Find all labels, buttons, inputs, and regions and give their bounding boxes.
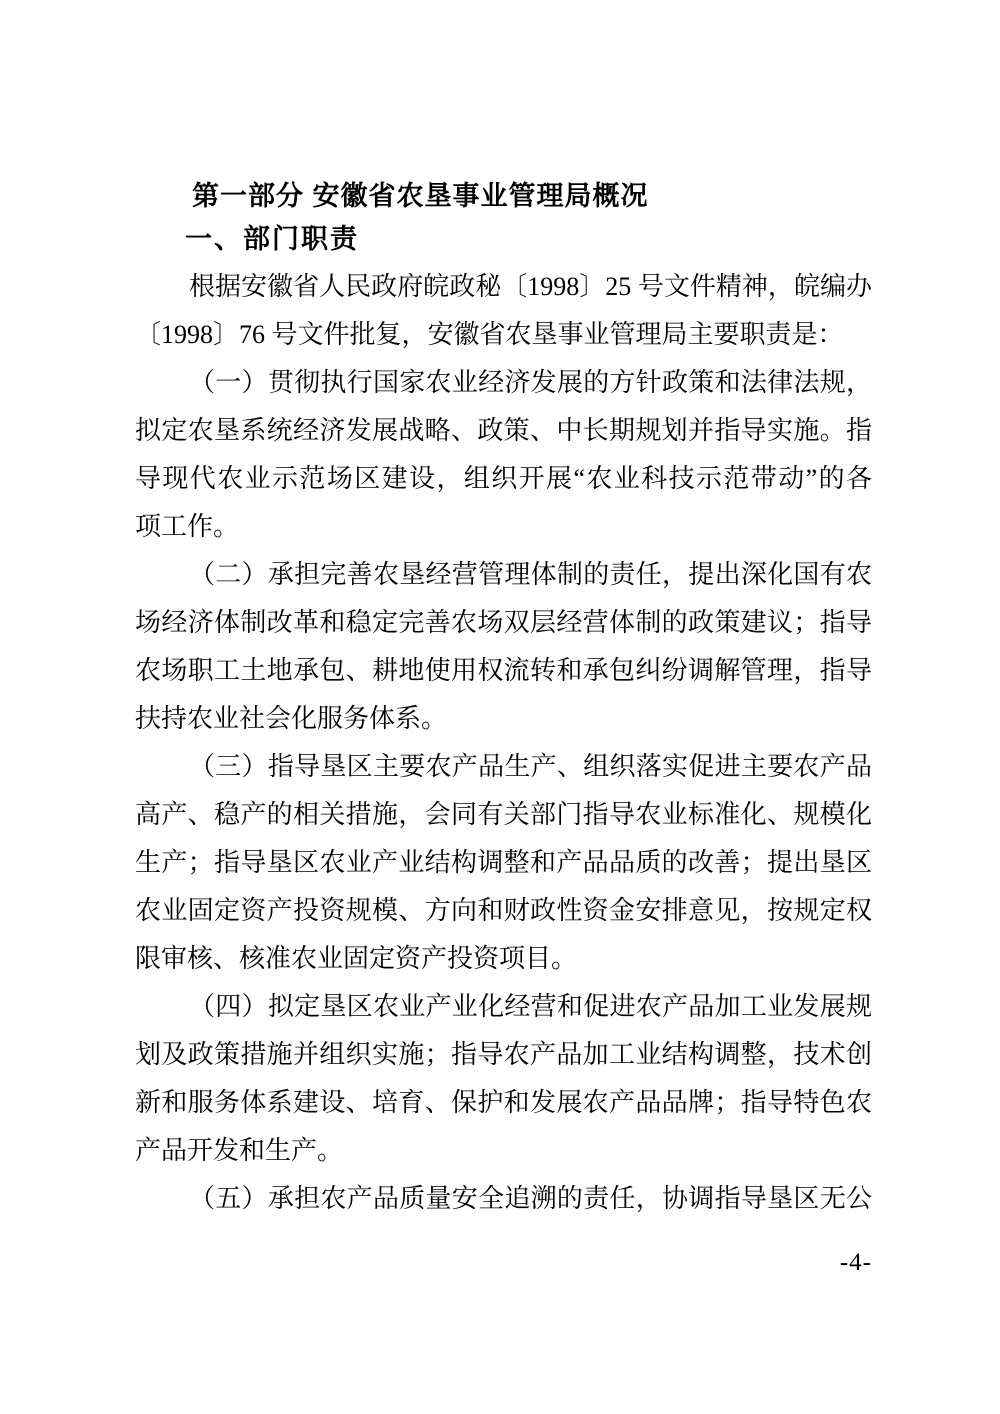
text-line: （四）拟定垦区农业产业化经营和促进农产品加工业发展规	[189, 992, 872, 1021]
text-line: 高产、稳产的相关措施，会同有关部门指导农业标准化、规模化	[135, 800, 872, 829]
document-body	[135, 263, 872, 1223]
section-heading: 一、部门职责	[185, 224, 359, 254]
page-number: -4-	[839, 1249, 872, 1276]
text-line: 〔1998〕76 号文件批复，安徽省农垦事业管理局主要职责是：	[135, 320, 844, 349]
text-line: 限审核、核准农业固定资产投资项目。	[135, 944, 578, 973]
text-line: 新和服务体系建设、培育、保护和发展农产品品牌；指导特色农	[135, 1088, 872, 1117]
part-heading: 第一部分 安徽省农垦事业管理局概况	[192, 181, 649, 211]
text-line: （二）承担完善农垦经营管理体制的责任，提出深化国有农	[189, 560, 872, 589]
text-line: 根据安徽省人民政府皖政秘〔1998〕25 号文件精神，皖编办	[189, 272, 872, 301]
text-line: 场经济体制改革和稳定完善农场双层经营体制的政策建议；指导	[135, 608, 872, 637]
text-line: 拟定农垦系统经济发展战略、政策、中长期规划并指导实施。指	[135, 416, 872, 445]
text-line: （一）贯彻执行国家农业经济发展的方针政策和法律法规，	[189, 368, 872, 397]
text-line: 农场职工土地承包、耕地使用权流转和承包纠纷调解管理，指导	[135, 656, 872, 685]
text-line: 农业固定资产投资规模、方向和财政性资金安排意见，按规定权	[135, 896, 872, 925]
text-line: 划及政策措施并组织实施；指导农产品加工业结构调整，技术创	[135, 1040, 872, 1069]
text-line: 扶持农业社会化服务体系。	[135, 704, 448, 733]
text-line: 项工作。	[135, 512, 240, 541]
text-line: 导现代农业示范场区建设，组织开展“农业科技示范带动”的各	[135, 464, 872, 493]
text-line: 产品开发和生产。	[135, 1136, 344, 1165]
text-line: （三）指导垦区主要农产品生产、组织落实促进主要农产品	[189, 752, 872, 781]
text-line: （五）承担农产品质量安全追溯的责任，协调指导垦区无公	[189, 1184, 872, 1213]
text-line: 生产；指导垦区农业产业结构调整和产品品质的改善；提出垦区	[135, 848, 872, 877]
